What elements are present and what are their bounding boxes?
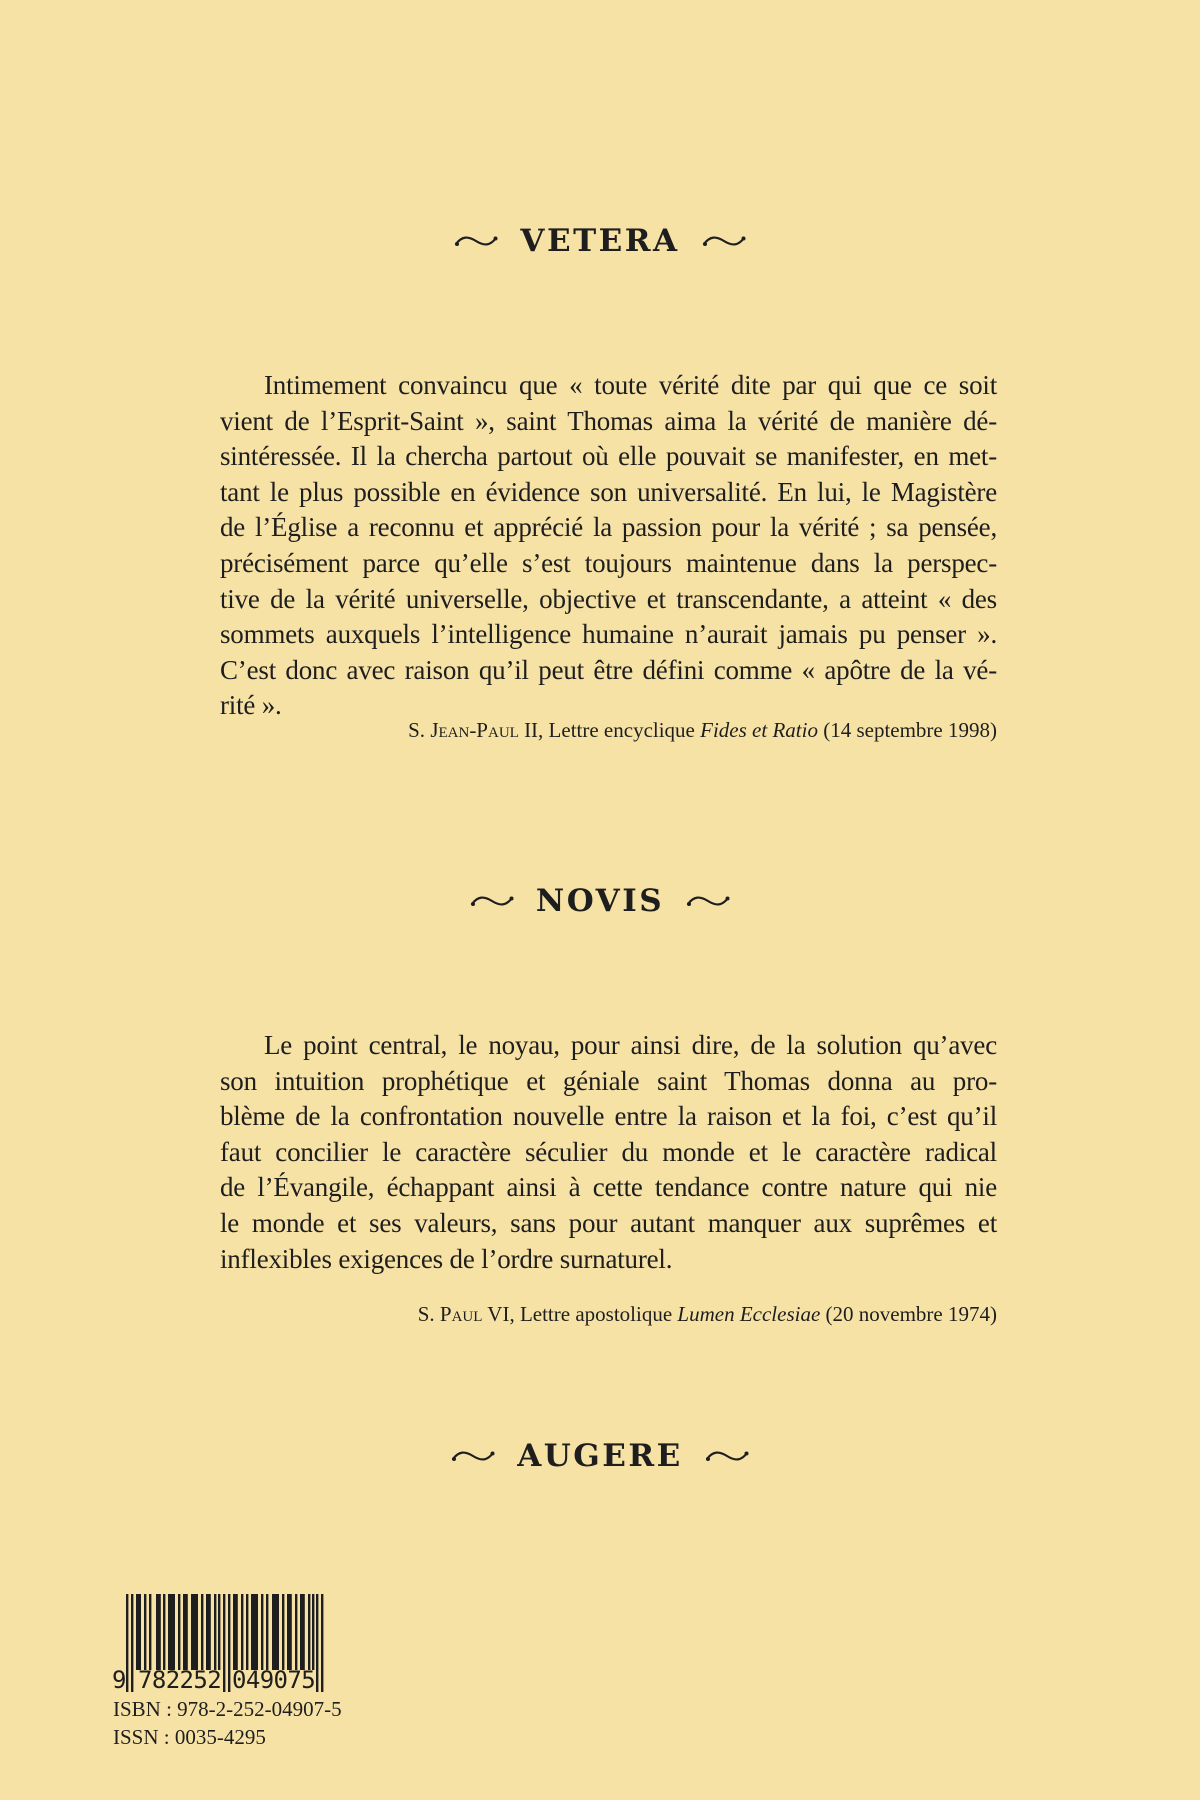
issn-number: ISSN : 0035-4295 (113, 1725, 266, 1749)
paragraph-line: Intimement convaincu que « toute vérité dite par qui que ce soit (264, 370, 997, 400)
citation-author-suffix: II, Lettre encyclique (518, 718, 701, 742)
paragraph-line: le monde et ses valeurs, sans pour autant manquer aux suprêmes et (220, 1207, 997, 1238)
section-heading-augere (0, 1436, 1200, 1476)
paragraph-line: sommets auxquels l’intelligence humaine n’aurait jamais pu penser ». (220, 619, 997, 650)
isbn-number: ISBN : 978-2-252-04907-5 (113, 1697, 342, 1721)
heading-text: VETERA (520, 223, 680, 259)
swash-ornament-icon (705, 1449, 749, 1463)
swash-ornament-icon (686, 894, 730, 908)
citation-work-title: Lumen Ecclesiae (677, 1302, 821, 1326)
quote-paragraph-novis (220, 1028, 997, 1277)
quote-paragraph-vetera (220, 368, 997, 724)
swash-ornament-icon (470, 894, 514, 908)
citation-date: (20 novembre 1974) (820, 1302, 997, 1326)
citation-date: (14 septembre 1998) (817, 718, 997, 742)
paragraph-line: tive de la vérité universelle, objective et transcendante, a atteint « des (220, 583, 997, 614)
barcode-digits-left: 782252 (138, 1666, 222, 1694)
paragraph-line: son intuition prophétique et géniale saint Thomas donna au pro- (220, 1065, 997, 1096)
paragraph-line: tant le plus possible en évidence son universalité. En lui, le Magistère (220, 476, 997, 507)
paragraph-line: précisément parce qu’elle s’est toujours maintenue dans la perspec- (220, 547, 997, 578)
paragraph-line: de l’Évangile, échappant ainsi à cette tendance contre nature qui nie (220, 1172, 997, 1203)
paragraph-line: Le point central, le noyau, pour ainsi dire, de la solution qu’avec (264, 1030, 997, 1060)
paragraph-line: de l’Église a reconnu et apprécié la passion pour la vérité ; sa pensée, (220, 512, 997, 543)
section-heading-novis (0, 881, 1200, 921)
section-heading-vetera (0, 221, 1200, 261)
paragraph-line: inflexibles exigences de l’ordre surnaturel. (220, 1243, 673, 1274)
paragraph-line: blème de la confrontation nouvelle entre la raison et la foi, c’est qu’il (220, 1101, 997, 1132)
paragraph-line: sintéressée. Il la chercha partout où elle pouvait se manifester, en met- (220, 441, 997, 472)
paragraph-line: rité ». (220, 690, 282, 721)
swash-ornament-icon (702, 234, 746, 248)
citation-novis (418, 1300, 997, 1328)
heading-text: NOVIS (535, 883, 665, 919)
citation-prefix: S. (417, 1302, 440, 1326)
swash-ornament-icon (451, 1449, 495, 1463)
swash-ornament-icon (454, 234, 498, 248)
barcode-digit-first: 9 (112, 1666, 127, 1694)
paragraph-line: faut concilier le caractère séculier du monde et le caractère radical (220, 1136, 997, 1167)
citation-author: Jean-Paul (430, 718, 519, 742)
barcode-digits-right: 049075 (232, 1666, 316, 1694)
paragraph-line: C’est donc avec raison qu’il peut être défini comme « apôtre de la vé- (220, 654, 997, 685)
citation-vetera (408, 716, 997, 744)
paragraph-line: vient de l’Esprit-Saint », saint Thomas aima la vérité de manière dé- (220, 405, 997, 436)
citation-prefix: S. (408, 718, 431, 742)
isbn-barcode (112, 1594, 332, 1694)
heading-text: AUGERE (517, 1438, 683, 1474)
citation-author: Paul (439, 1302, 483, 1326)
citation-author-suffix: VI, Lettre apostolique (482, 1302, 678, 1326)
citation-work-title: Fides et Ratio (700, 718, 818, 742)
